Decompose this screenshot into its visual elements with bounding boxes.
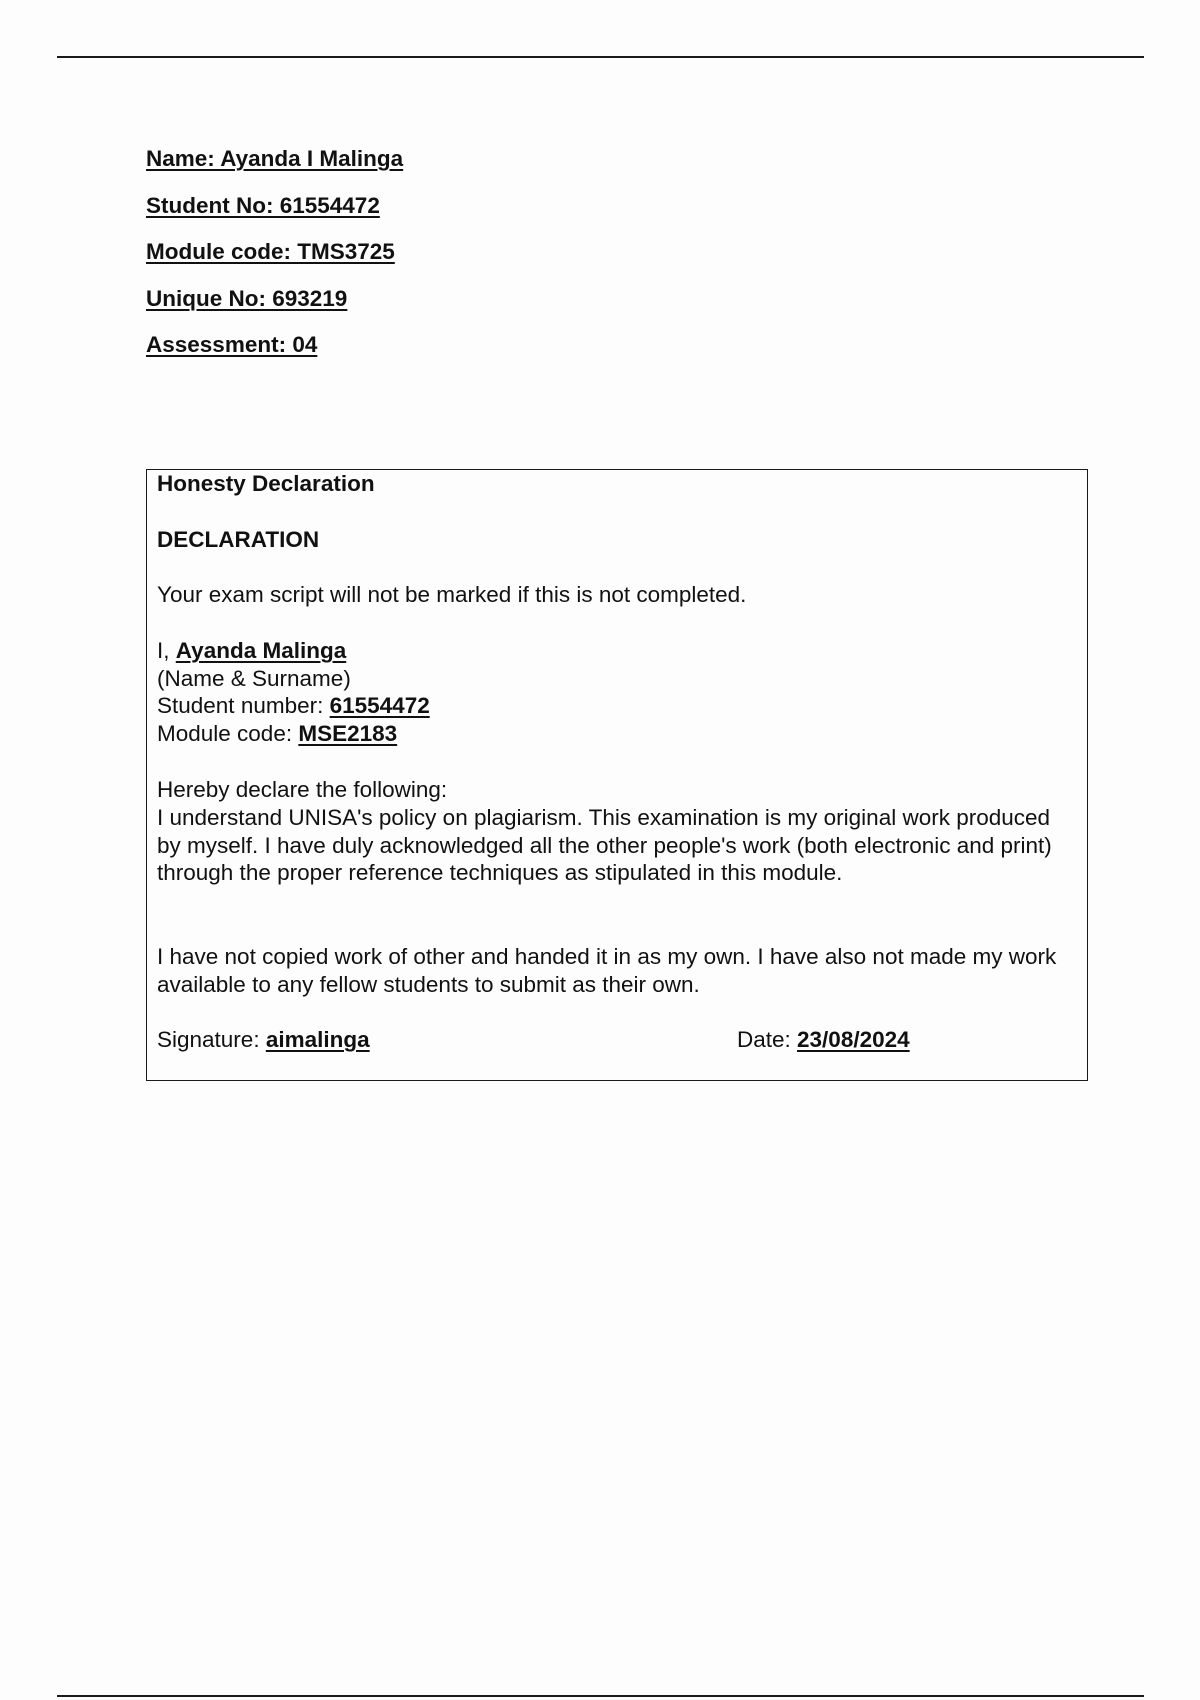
student-number-label: Student number: — [157, 693, 330, 718]
signature-value: aimalinga — [265, 1027, 370, 1052]
declarant-name: Ayanda Malinga — [175, 638, 347, 663]
module-code-line — [157, 720, 397, 748]
module-code: Module code: TMS3725 — [146, 239, 395, 264]
signature-line — [157, 1026, 370, 1054]
box-title: Honesty Declaration — [157, 471, 375, 496]
student-number-line — [157, 692, 430, 720]
top-rule — [57, 56, 1144, 58]
student-info-block — [146, 146, 403, 379]
student-name: Name: Ayanda I Malinga — [146, 146, 404, 171]
date-value: 23/08/2024 — [797, 1027, 910, 1052]
assessment-number: Assessment: 04 — [146, 332, 318, 357]
bottom-rule — [57, 1695, 1144, 1697]
completion-notice: Your exam script will not be marked if this is not completed. — [157, 582, 747, 607]
plagiarism-paragraph: I understand UNISA's policy on plagiarism. This examination is my original work produced by myself. I have duly acknowledged all the other people's work (both electronic and print) through the proper reference techniques as stipulated in this module. — [157, 805, 1052, 885]
date-line — [737, 1026, 910, 1054]
declarant-name-line — [157, 637, 346, 665]
signature-label: Signature: — [157, 1027, 266, 1052]
honesty-declaration-box — [146, 469, 1088, 1081]
module-code-label: Module code: — [157, 721, 299, 746]
i-prefix: I, — [157, 638, 176, 663]
declaration-heading: DECLARATION — [157, 527, 320, 552]
date-label: Date: — [737, 1027, 798, 1052]
module-code-value: MSE2183 — [298, 721, 398, 746]
name-caption: (Name & Surname) — [157, 666, 351, 691]
unique-number: Unique No: 693219 — [146, 285, 348, 311]
declare-intro: Hereby declare the following: — [157, 777, 448, 802]
student-number: Student No: 61554472 — [146, 192, 380, 218]
no-copying-paragraph: I have not copied work of other and handed it in as my own. I have also not made my work available to any fellow students to submit as their own. — [157, 944, 1057, 997]
student-number-value: 61554472 — [329, 693, 430, 718]
